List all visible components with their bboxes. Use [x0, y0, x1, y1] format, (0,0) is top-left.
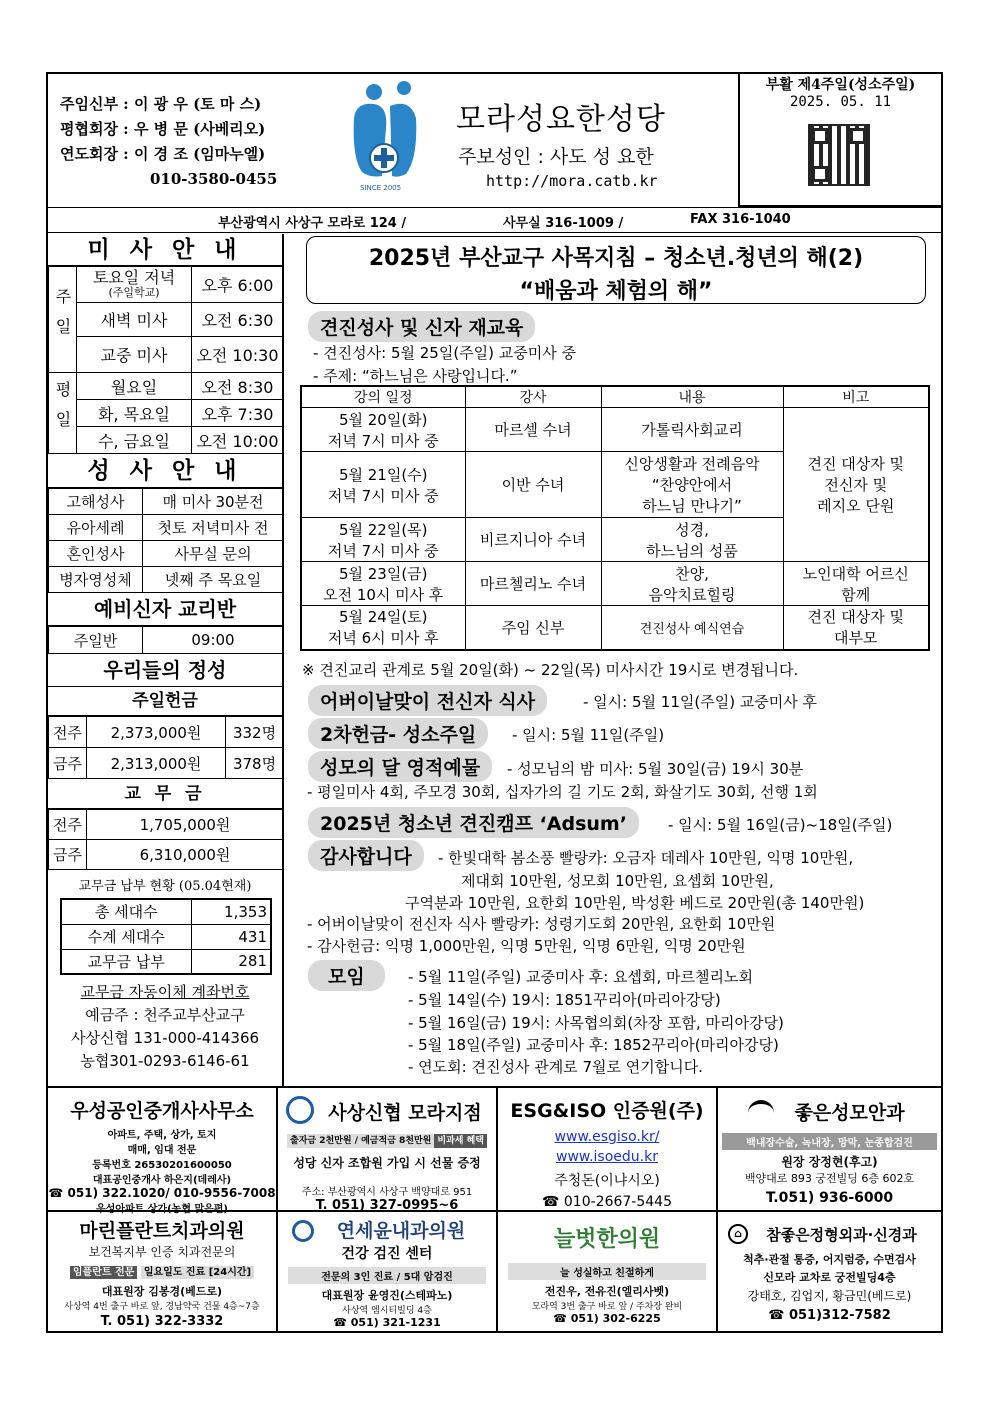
- mass-main: 교중 미사: [77, 337, 192, 373]
- ad-realestate[interactable]: [48, 1088, 276, 1215]
- offering-amount: 2,373,000원: [87, 717, 226, 748]
- confirm-heading: 견진성사 및 신자 재교육: [308, 311, 535, 342]
- hospital-logo-icon: [292, 1220, 314, 1242]
- ad-line: ☎ 010-2667-5445: [542, 1194, 672, 1210]
- mass-tue-thu-time: 오후 7:30: [192, 400, 284, 427]
- ad-line: T. 051) 327-0995~6: [315, 1198, 459, 1213]
- row-content: 견진성사 예식연습: [601, 606, 783, 650]
- sacrament-name: 유아세례: [49, 515, 143, 541]
- ad-line: 강태호, 김업지, 황금민(베드로): [747, 1289, 912, 1303]
- row-speaker: 이반 수녀: [465, 452, 601, 518]
- week-label: 부활 제4주일(성소주일): [765, 77, 916, 93]
- meeting-line: - 5월 14일(수) 19시: 1851꾸리아(마리아강당): [408, 991, 721, 1009]
- ad-line: 사상역 엠시티빌딩 4층: [342, 1306, 432, 1316]
- row-date: 5월 20일(화) 저녁 7시 미사 중: [301, 408, 465, 452]
- mass-wed-fri-time: 오전 10:00: [192, 427, 284, 454]
- ad-line: 척추·관절 통증, 어지럼증, 수면검사: [743, 1253, 916, 1266]
- sacrament-name: 고해성사: [49, 489, 143, 515]
- staff-yeondo: 연도회장 : 이 경 조 (임마누엘): [60, 145, 266, 163]
- offering-label: 금주: [49, 748, 87, 779]
- dues-label: 전주: [49, 810, 87, 840]
- mass-title: 미 사 안 내: [48, 234, 282, 266]
- row-note: 견진 대상자 및 대부모: [783, 606, 929, 650]
- second-collection-heading: 2차헌금- 성소주일: [308, 718, 488, 749]
- dues-amount: 6,310,000원: [87, 840, 284, 870]
- th-speaker: 강사: [465, 386, 601, 408]
- meetings-heading: 모임: [308, 960, 385, 991]
- ad-band: 출자금 2천만원 / 예금적금 8천만원 비과세 혜택: [282, 1133, 492, 1146]
- ad-title: 참좋은정형외과·신경과: [766, 1226, 917, 1244]
- ad-line: 모라역 3번 출구 바로 앞 / 주차장 완비: [531, 1302, 683, 1312]
- church-logo: [346, 78, 422, 196]
- ad-credit-union[interactable]: [278, 1088, 496, 1213]
- ad-eye-clinic[interactable]: [718, 1088, 941, 1210]
- catechumen-table: [48, 626, 284, 654]
- parents-heading: 어버이날맞이 전신자 식사: [308, 685, 547, 716]
- sacrament-name: 혼인성사: [49, 541, 143, 567]
- mass-table: [48, 266, 284, 454]
- ads-grid: [48, 1086, 941, 1331]
- mass-monday-time: 오전 8:30: [192, 373, 284, 400]
- thanks-line: - 감사헌금: 익명 1,000만원, 익명 5만원, 익명 6만원, 익명 20만원: [307, 937, 746, 955]
- ad-band: 임플란트 전문 일요일도 진료 [24시간]: [48, 1263, 276, 1278]
- date: 2025. 05. 11: [789, 94, 892, 110]
- ad-line: 대표공인중개사 하은지(데레사): [92, 1175, 232, 1186]
- row-content: 신앙생활과 전례음악 “찬양안에서 하느님 만나기”: [601, 452, 783, 518]
- row-speaker: 주임 신부: [465, 606, 601, 650]
- meeting-line: - 연도회: 견진성사 관계로 7월로 연기합니다.: [408, 1058, 703, 1076]
- catechumen-time: 09:00: [143, 627, 284, 654]
- main-title-line1: 2025년 부산교구 사목지침 – 청소년.청년의 해(2): [368, 246, 864, 271]
- row-content: 가톨릭사회교리: [601, 408, 783, 452]
- sacrament-table: [48, 488, 284, 593]
- ad-line: 대표원장 윤영진(스테파노): [321, 1289, 453, 1302]
- catechumen-title: 예비신자 교리반: [48, 593, 282, 626]
- staff-pastor: 주임신부 : 이 광 우 (토 마 스): [60, 95, 262, 113]
- dues-label: 금주: [49, 840, 87, 870]
- mass-saturday: 토요일 저녁 (주일학교): [77, 267, 192, 303]
- mass-tue-thu: 화, 목요일: [77, 400, 192, 427]
- ad-band: 전문의 3인 진료 / 5대 암검진: [288, 1267, 486, 1284]
- thanks-line: 구역분과 10만원, 요한회 10만원, 박성환 베드로 20만원(총 140만원): [405, 894, 865, 912]
- logo-since: SINCE 2005: [360, 184, 402, 192]
- meeting-line: - 5월 18일(주일) 교중미사 후: 1852꾸리아(마리아강당): [408, 1036, 779, 1054]
- row-date: 5월 23일(금) 오전 10시 미사 후: [301, 562, 465, 606]
- staff-phone: 010-3580-0455: [150, 170, 278, 188]
- ad-link[interactable]: www.isoedu.kr: [556, 1149, 658, 1165]
- patron-saint: 주보성인 : 사도 성 요한: [458, 146, 654, 168]
- website[interactable]: http://mora.catb.kr: [486, 172, 658, 190]
- meeting-line: - 5월 16일(금) 19시: 사목협의회(차장 포함, 마리아강당): [408, 1014, 784, 1032]
- main-title-line2: “배움과 체험의 해”: [519, 279, 713, 304]
- row-speaker: 마르셀 수녀: [465, 408, 601, 452]
- thanks-heading: 감사합니다: [308, 840, 424, 871]
- row-speaker: 마르첼리노 수녀: [465, 562, 601, 606]
- ad-orthopedics[interactable]: [718, 1212, 941, 1333]
- status-value: 1,353: [191, 899, 271, 924]
- mass-main-time: 오전 10:30: [192, 337, 284, 373]
- bank-line: 농협301-0293-6146-61: [80, 1052, 250, 1070]
- ad-line: ☎ 051) 302-6225: [553, 1312, 661, 1325]
- main-title-box: [306, 236, 926, 304]
- second-collection-text: - 일시: 5월 11일(주일): [512, 726, 665, 744]
- church-name: 모라성요한성당: [456, 102, 666, 137]
- status-label: 수계 세대수: [61, 924, 191, 949]
- ad-link[interactable]: www.esgiso.kr/: [554, 1129, 660, 1145]
- left-column: [48, 234, 284, 1086]
- mary-text: - 성모님의 밤 미사: 5월 30일(금) 19시 30분: [507, 760, 804, 778]
- ad-internal-medicine[interactable]: [278, 1212, 496, 1333]
- bank-line: 사상신협 131-000-414366: [70, 1029, 260, 1047]
- thanks-line: 제대회 10만원, 성모회 10만원, 요셉회 10만원,: [461, 872, 774, 890]
- row-date: 5월 22일(목) 저녁 7시 미사 중: [301, 518, 465, 562]
- offering-title: 우리들의 정성: [48, 654, 282, 687]
- date-box: [738, 72, 943, 207]
- offering-amount: 2,313,000원: [87, 748, 226, 779]
- status-value: 281: [191, 949, 271, 974]
- weekday-label: 평일: [49, 373, 77, 454]
- office-phone: 사무실 316-1009 /: [503, 216, 624, 231]
- mass-dawn: 새벽 미사: [77, 303, 192, 337]
- confirm-line: - 견진성사: 5월 25일(주일) 교중미사 중: [313, 344, 577, 362]
- ad-oriental-clinic[interactable]: [498, 1212, 716, 1333]
- sunday-offering-table: [48, 716, 284, 779]
- ad-line: 대표원장 김봉경(베드로): [101, 1285, 223, 1298]
- ad-line: 성당 신자 조합원 가입 시 선물 증정: [293, 1156, 481, 1170]
- ad-line: 사상역 4번 출구 바로 앞, 경남약국 건물 4층~7층: [64, 1302, 260, 1312]
- ad-band: 백내장수술, 녹내장, 망막, 눈종합검진: [722, 1133, 937, 1150]
- ad-band: 늘 성실하고 친절하게: [508, 1263, 706, 1280]
- mass-monday: 월요일: [77, 373, 192, 400]
- camp-heading: 2025년 청소년 견진캠프 ‘Adsum’: [308, 807, 639, 838]
- offering-count: 332명: [226, 717, 284, 748]
- ad-title: 사상신협 모라지점: [328, 1102, 482, 1124]
- ad-title: 늘벗한의원: [553, 1227, 661, 1252]
- dues-amount: 1,705,000원: [87, 810, 284, 840]
- staff-list: [60, 92, 277, 192]
- ad-title: 마린플란트치과의원: [79, 1220, 245, 1242]
- bank-title: 교무금 자동이체 계좌번호: [80, 983, 250, 1001]
- catechumen-label: 주일반: [49, 627, 143, 654]
- address: 부산광역시 사상구 모라로 124 /: [218, 216, 407, 231]
- ad-line: 우성아파트 상가(농협 맞은편): [95, 1204, 229, 1215]
- ad-line: 매매, 임대 전문: [127, 1145, 197, 1156]
- mary-line2: - 평일미사 4회, 주모경 30회, 십자가의 길 기도 2회, 화살기도 30회, 선행 1회: [307, 783, 818, 801]
- ad-line: 주청돈(이냐시오): [554, 1173, 660, 1189]
- row-date: 5월 21일(수) 저녁 7시 미사 중: [301, 452, 465, 518]
- row-note: 노인대학 어르신 함께: [783, 562, 929, 606]
- dues-status-table: [60, 898, 272, 975]
- ad-line: ☎ 051)312-7582: [768, 1308, 891, 1323]
- confirm-footnote: ※ 견진교리 관계로 5월 20일(화) ~ 22일(목) 미사시간 19시로 변경됩니다.: [302, 661, 799, 679]
- ad-dental[interactable]: [48, 1212, 276, 1333]
- sacrament-value: 넷째 주 목요일: [143, 567, 284, 593]
- offering-count: 378명: [226, 748, 284, 779]
- row-content: 성경, 하느님의 성품: [601, 518, 783, 562]
- dues-title: 교 무 금: [48, 779, 282, 809]
- th-note: 비고: [783, 386, 929, 408]
- sacrament-value: 첫토 저녁미사 전: [143, 515, 284, 541]
- ad-title: 좋은성모안과: [794, 1102, 905, 1124]
- ad-esg[interactable]: [498, 1088, 716, 1210]
- row-speaker: 비르지니아 수녀: [465, 518, 601, 562]
- ad-title: 우성공인중개사사무소: [70, 1100, 254, 1122]
- thanks-line: - 한빛대학 봄소풍 빨랑카: 오금자 데레사 10만원, 익명 10만원,: [438, 849, 854, 867]
- sacrament-value: 매 미사 30분전: [143, 489, 284, 515]
- th-date: 강의 일정: [301, 386, 465, 408]
- mass-saturday-time: 오후 6:00: [192, 267, 284, 303]
- row-date: 5월 24일(토) 저녁 6시 미사 후: [301, 606, 465, 650]
- confirm-line: - 주제: “하느님은 사랑입니다.”: [313, 367, 518, 385]
- dues-table: [48, 809, 284, 870]
- row-note: 견진 대상자 및 전신자 및 레지오 단원: [783, 408, 929, 562]
- credit-union-logo-icon: [286, 1096, 314, 1124]
- row-content: 찬양, 음악치료힐링: [601, 562, 783, 606]
- ad-line: 아파트, 주택, 상가, 토지: [107, 1130, 217, 1141]
- ad-line: T.051) 936-6000: [765, 1190, 894, 1206]
- dues-status-title: 교무금 납부 현황 (05.04현재): [78, 879, 252, 894]
- ad-line: 백양대로 893 궁전빌딩 6층 602호: [744, 1172, 915, 1185]
- sunday-label: 주일: [49, 267, 77, 373]
- ad-line: 주소: 부산광역시 사상구 백양대로 951: [301, 1187, 473, 1198]
- confirm-table: [300, 385, 930, 651]
- ad-line: 등록번호 26530201600050: [92, 1160, 232, 1171]
- sacrament-title: 성 사 안 내: [48, 454, 282, 488]
- ad-line: ☎ 051) 322.1020/ 010-9556-7008: [48, 1186, 276, 1200]
- meeting-line: - 5월 11일(주일) 교중미사 후: 요셉회, 마르첼리노회: [408, 968, 753, 986]
- bank-line: 예금주 : 천주교부산교구: [85, 1006, 245, 1024]
- status-label: 교무금 납부: [61, 949, 191, 974]
- ad-subtitle: 보건복지부 인증 치과전문의: [88, 1245, 236, 1259]
- offering-label: 전주: [49, 717, 87, 748]
- parents-text: - 일시: 5월 11일(주일) 교중미사 후: [583, 693, 818, 711]
- ad-line: 신모라 교차로 궁전빌딩4층: [763, 1271, 896, 1284]
- ad-title: 연세윤내과의원: [336, 1220, 466, 1242]
- ad-subtitle: 건강 검진 센터: [341, 1246, 433, 1262]
- ad-line: 전진우, 전유진(엘리사벳): [544, 1285, 670, 1298]
- status-label: 총 세대수: [61, 899, 191, 924]
- thanks-line: - 어버이날맞이 전신자 식사 빨랑카: 성령기도회 20만원, 요한회 10만원: [307, 915, 776, 933]
- mary-heading: 성모의 달 영적예물: [308, 751, 492, 782]
- fax: FAX 316-1040: [690, 212, 791, 227]
- address-bar: [48, 207, 941, 233]
- ad-line: ☎ 051) 321-1231: [333, 1316, 441, 1329]
- mass-dawn-time: 오전 6:30: [192, 303, 284, 337]
- sunday-offering-title: 주일헌금: [48, 687, 282, 716]
- ad-line: T. 051) 322-3332: [100, 1314, 224, 1329]
- ad-title: ESG&ISO 인증원(주): [510, 1100, 704, 1122]
- camp-text: - 일시: 5월 16일(금)~18일(주일): [668, 816, 893, 834]
- sacrament-value: 사무실 문의: [143, 541, 284, 567]
- clinic-logo-icon: ⌂: [728, 1224, 748, 1244]
- status-value: 431: [191, 924, 271, 949]
- header: [48, 74, 941, 207]
- staff-council: 평협회장 : 우 병 문 (사베리오): [60, 120, 266, 138]
- th-content: 내용: [601, 386, 783, 408]
- sacrament-name: 병자영성체: [49, 567, 143, 593]
- qr-code[interactable]: [808, 124, 870, 186]
- mass-wed-fri: 수, 금요일: [77, 427, 192, 454]
- ad-line: 원장 장정현(후고): [781, 1155, 878, 1169]
